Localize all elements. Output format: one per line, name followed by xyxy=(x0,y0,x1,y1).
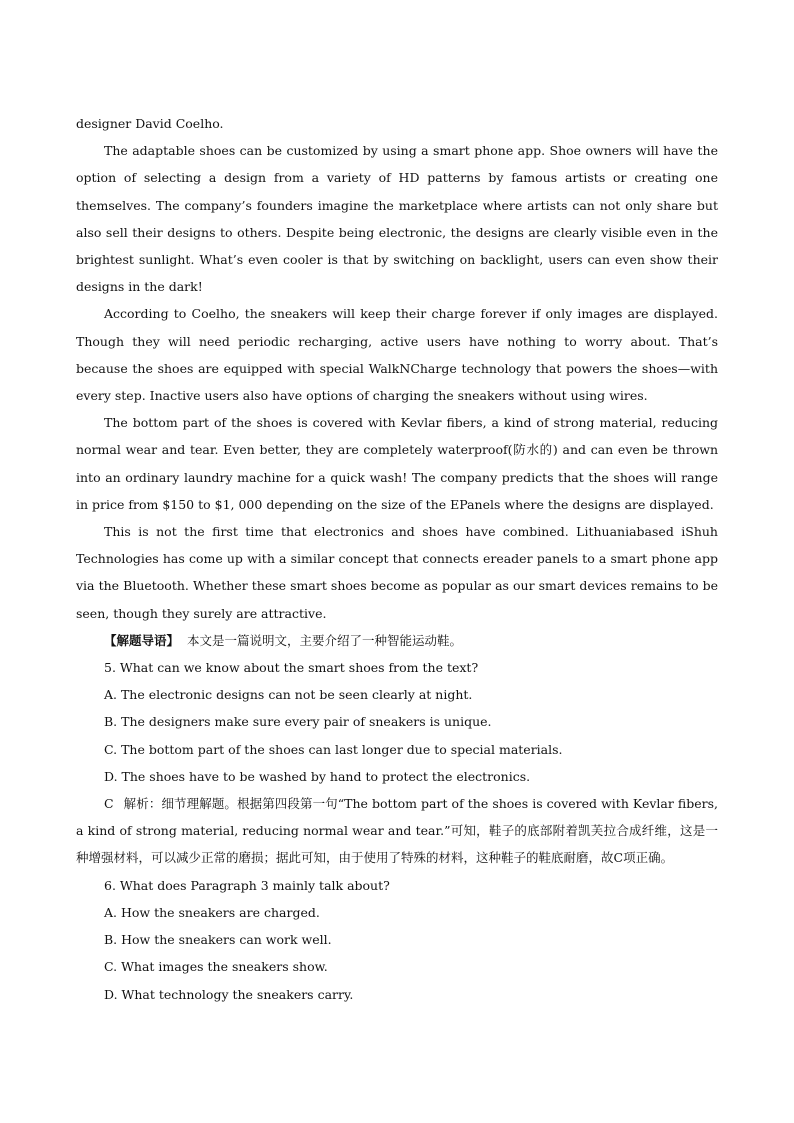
reading-guide-heading: 【解题导语】 xyxy=(104,632,180,648)
question-5-explanation: 解析：细节理解题。根据第四段第一句“The bottom part of the shoes is covered with Kevlar fibers, a kind of strong material, reducing normal wear and tear.”可知，鞋子的底部附着凯芙拉合成纤维，这是一种增强材料，可以减少正常的磨损；据此可知，由于使用了特殊的材料，这种鞋子的鞋底耐磨，故C项正确。 xyxy=(76,796,718,866)
reading-guide-text: 本文是一篇说明文，主要介绍了一种智能运动鞋。 xyxy=(187,632,463,648)
question-5-option-d: D. The shoes have to be washed by hand to protect the electronics. xyxy=(104,768,531,784)
question-5-stem: 5. What can we know about the smart shoes from the text? xyxy=(104,660,479,676)
question-5-option-b: B. The designers make sure every pair of sneakers is unique. xyxy=(104,714,492,730)
question-6-option-d: D. What technology the sneakers carry. xyxy=(104,986,354,1002)
question-5-answer-letter: C xyxy=(104,796,114,812)
question-5-option-a: A. The electronic designs can not be seen clearly at night. xyxy=(104,687,473,703)
document-page xyxy=(76,110,718,1008)
question-6-stem: 6. What does Paragraph 3 mainly talk about? xyxy=(104,877,390,893)
passage-fragment: designer David Coelho. xyxy=(76,116,224,131)
passage-paragraph-customization: The adaptable shoes can be customized by using a smart phone app. Shoe owners will have the option of selecting a design from a variety of HD patterns by famous artists or creating one themselves. The company’s founders imagine the marketplace where artists can not only share but also sell their designs to others. Despite being electronic, the designs are clearly visible even in the brightest sunlight. What’s even cooler is that by switching on backlight, users can even show their designs in the dark! xyxy=(76,143,718,295)
passage-paragraph-materials: The bottom part of the shoes is covered with Kevlar fibers, a kind of strong material, reducing normal wear and tear. Even better, they are completely waterproof(防水的) and can even be thrown into an ordinary laundry machine for a quick wash! The company predicts that the shoes will range in price from $150 to $1, 000 depending on the size of the EPanels where the designs are displayed. xyxy=(76,415,718,512)
question-5-option-c: C. The bottom part of the shoes can last longer due to special materials. xyxy=(104,741,563,757)
question-6-option-a: A. How the sneakers are charged. xyxy=(104,904,320,920)
passage-paragraph-comparison: This is not the first time that electronics and shoes have combined. Lithuaniabased iShuh Technologies has come up with a similar concept that connects ereader panels to a smart phone app via the Bluetooth. Whether these smart shoes become as popular as our smart devices remains to be seen, though they surely are attractive. xyxy=(76,524,718,621)
reading-guide xyxy=(76,627,718,654)
question-6-option-c: C. What images the sneakers show. xyxy=(104,959,328,975)
question-6-option-b: B. How the sneakers can work well. xyxy=(104,932,332,948)
passage-paragraph-charging: According to Coelho, the sneakers will keep their charge forever if only images are displayed. Though they will need periodic recharging, active users have nothing to worry about. That’s because the shoes are equipped with special WalkNCharge technology that powers the shoes—with every step. Inactive users also have options of charging the sneakers without using wires. xyxy=(76,306,718,404)
question-5-answer xyxy=(76,790,718,872)
